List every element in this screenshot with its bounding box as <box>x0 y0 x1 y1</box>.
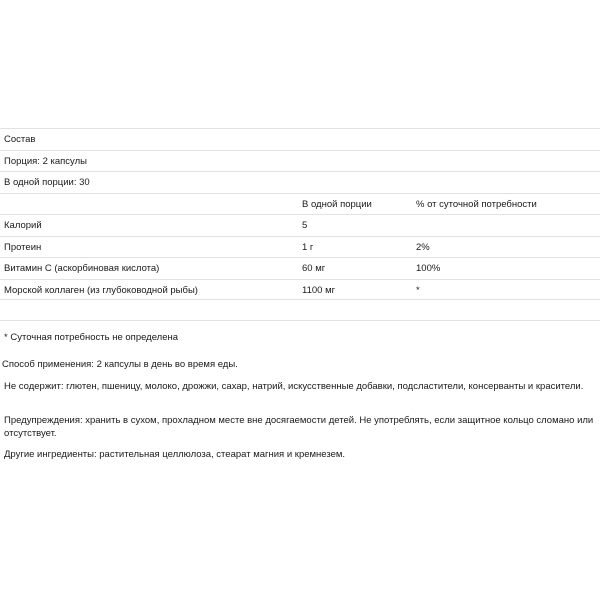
servings-per-container-row <box>0 171 600 193</box>
header-row <box>0 193 600 215</box>
table-row <box>0 214 600 236</box>
header-daily-value: % от суточной потребности <box>416 198 537 210</box>
nutrient-amount: 1 г <box>302 241 314 253</box>
serving-size-row <box>0 150 600 172</box>
servings-per-container: В одной порции: 30 <box>4 177 90 188</box>
nutrient-name: Витамин C (аскорбиновая кислота) <box>4 263 160 274</box>
usage-text: Способ применения: 2 капсулы в день во время еды. <box>2 359 238 370</box>
nutrient-name: Протеин <box>4 241 42 253</box>
nutrient-amount: 5 <box>302 220 308 231</box>
other-ingredients-text: Другие ингредиенты: растительная целлюлоза, стеарат магния и кремнезем. <box>4 449 346 460</box>
nutrient-amount: 60 мг <box>302 263 326 274</box>
footnote-row <box>0 320 600 344</box>
nutrient-name: Морской коллаген (из глубоководной рыбы) <box>4 284 198 296</box>
free-from-text: Не содержит: глютен, пшеницу, молоко, дрожжи, сахар, натрий, искусственные добавки, подсластители, консерванты и красители. <box>4 381 584 392</box>
table-row <box>0 257 600 279</box>
table-row <box>0 279 600 301</box>
supplement-facts-table <box>0 128 600 300</box>
footnote: * Суточная потребность не определена <box>4 332 179 343</box>
table-row <box>0 236 600 258</box>
nutrient-amount: 1100 мг <box>302 284 336 296</box>
table-title: Состав <box>4 134 36 145</box>
nutrient-daily-value: 100% <box>416 263 441 274</box>
nutrient-name: Калорий <box>4 220 42 231</box>
header-per-serving: В одной порции <box>302 198 372 210</box>
warnings-text: Предупреждения: хранить в сухом, прохладном месте вне досягаемости детей. Не употреблять, если защитное кольцо сломано или отсутствует. <box>4 415 594 439</box>
table-title-row <box>0 128 600 150</box>
nutrient-daily-value: 2% <box>416 241 430 253</box>
nutrient-daily-value: * <box>416 284 420 296</box>
serving-size: Порция: 2 капсулы <box>4 155 87 167</box>
